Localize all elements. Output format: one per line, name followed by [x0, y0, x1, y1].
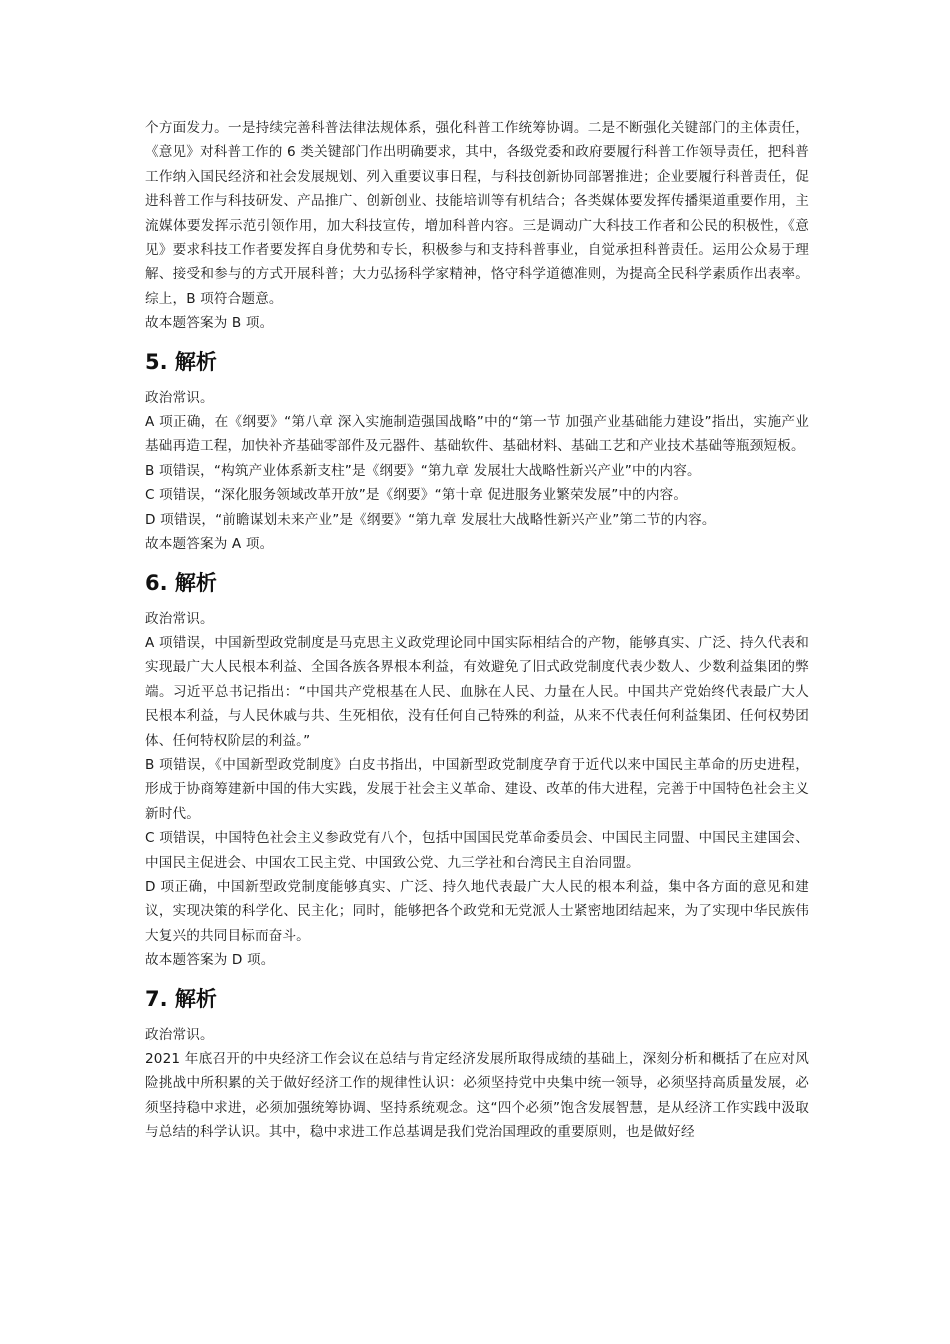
option-b-analysis: B 项错误，《中国新型政党制度》白皮书指出，中国新型政党制度孕育于近代以来中国民主革命的历史进程，形成于协商筹建新中国的伟大实践，发展于社会主义革命、建设、改革的伟大进程，完善于中国特色社会主义新时代。 — [145, 756, 809, 822]
answer-line: 故本题答案为 A 项。 — [145, 536, 274, 553]
document-page — [145, 116, 809, 1145]
section-6 — [145, 569, 809, 973]
category-label: 政治常识。 — [145, 1026, 214, 1043]
section-heading: 6. 解析 — [145, 570, 217, 595]
section-7 — [145, 985, 809, 1145]
section-5 — [145, 348, 809, 557]
option-c-analysis: C 项错误，中国特色社会主义参政党有八个，包括中国国民党革命委员会、中国民主同盟、中国民主建国会、中国民主促进会、中国农工民主党、中国致公党、九三学社和台湾民主自治同盟。 — [145, 830, 809, 871]
option-c-analysis: C 项错误，“深化服务领域改革开放”是《纲要》“第十章 促进服务业繁荣发展”中的内容。 — [145, 487, 688, 504]
section-heading: 5. 解析 — [145, 349, 217, 374]
option-d-analysis: D 项正确，中国新型政党制度能够真实、广泛、持久地代表最广大人民的根本利益，集中各方面的意见和建议，实现决策的科学化、民主化；同时，能够把各个政党和无党派人士紧密地团结起来，为了实现中华民族伟大复兴的共同目标而奋斗。 — [145, 878, 809, 944]
option-a-analysis: A 项正确，在《纲要》“第八章 深入实施制造强国战略”中的“第一节 加强产业基础能力建设”指出，实施产业基础再造工程，加快补齐基础零部件及元器件、基础软件、基础材料、基础工艺和产业技术基础等瓶颈短板。 — [145, 414, 809, 455]
answer-line: 故本题答案为 B 项。 — [145, 315, 274, 332]
option-b-analysis: B 项错误，“构筑产业体系新支柱”是《纲要》“第九章 发展壮大战略性新兴产业”中的内容。 — [145, 462, 701, 479]
option-a-analysis: A 项错误，中国新型政党制度是马克思主义政党理论同中国实际相结合的产物，能够真实、广泛、持久代表和实现最广大人民根本利益、全国各族各界根本利益，有效避免了旧式政党制度代表少数人、少数利益集团的弊端。习近平总书记指出：“中国共产党根基在人民、血脉在人民、力量在人民。中国共产党始终代表最广大人民根本利益，与人民休戚与共、生死相依，没有任何自己特殊的利益，从来不代表任何利益集团、任何权势团体、任何特权阶层的利益。” — [145, 634, 809, 749]
body-paragraph: 个方面发力。一是持续完善科普法律法规体系，强化科普工作统筹协调。二是不断强化关键部门的主体责任，《意见》对科普工作的 6 类关键部门作出明确要求，其中，各级党委和政府要履行科普工作领导责任，把科普工作纳入国民经济和社会发展规划、列入重要议事日程，与科技创新协同部署推进；企业要履行科普责任，促进科普工作与科技研发、产品推广、创新创业、技能培训等有机结合；各类媒体要发挥传播渠道重要作用，主流媒体要发挥示范引领作用，加大科技宣传，增加科普内容。三是调动广大科技工作者和公民的积极性，《意见》要求科技工作者要发挥自身优势和专长，积极参与和支持科普事业，自觉承担科普责任。运用公众易于理解、接受和参与的方式开展科普；大力弘扬科学家精神，恪守科学道德准则，为提高全民科学素质作出表率。综上，B 项符合题意。 — [145, 120, 809, 307]
intro-section — [145, 116, 809, 336]
answer-line: 故本题答案为 D 项。 — [145, 952, 275, 969]
option-d-analysis: D 项错误，“前瞻谋划未来产业”是《纲要》“第九章 发展壮大战略性新兴产业”第二节的内容。 — [145, 511, 716, 528]
category-label: 政治常识。 — [145, 610, 214, 627]
category-label: 政治常识。 — [145, 389, 214, 406]
section-heading: 7. 解析 — [145, 986, 217, 1011]
body-paragraph: 2021 年底召开的中央经济工作会议在总结与肯定经济发展所取得成绩的基础上，深刻分析和概括了在应对风险挑战中所积累的关于做好经济工作的规律性认识：必须坚持党中央集中统一领导，必须坚持高质量发展，必须坚持稳中求进，必须加强统筹协调、坚持系统观念。这“四个必须”饱含发展智慧，是从经济工作实践中汲取与总结的科学认识。其中，稳中求进工作总基调是我们党治国理政的重要原则，也是做好经 — [145, 1051, 809, 1141]
